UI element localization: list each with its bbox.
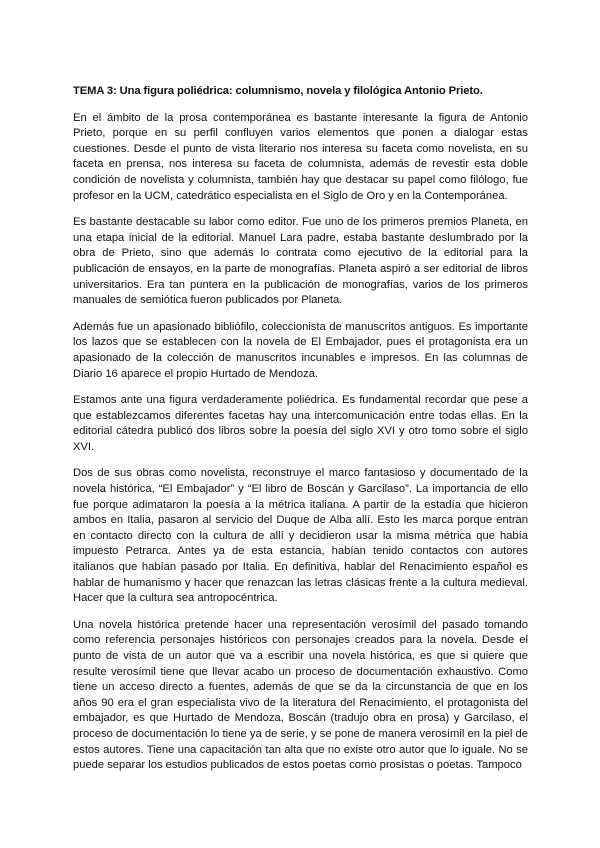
paragraph-bibliophile: Además fue un apasionado bibliófilo, coleccionista de manuscritos antiguos. Es importante los lazos que se establecen con la novela de El Embajador, pues el protagonista era un apasionado de la colección de manuscritos incunables e impresos. En las columnas de Diario 16 aparece el propio Hurtado de Mendoza. [73, 320, 528, 380]
document-title: TEMA 3: Una figura poliédrica: columnismo, novela y filológica Antonio Prieto. [73, 85, 483, 97]
paragraph-editor: Es bastante destacable su labor como editor. Fue uno de los primeros premios Planeta, en una etapa inicial de la editorial. Manuel Lara padre, estaba bastante deslumbrado por la obra de Prieto, sino que además lo contrata como ejecutivo de la editorial para la publicación de ensayos, en la parte de monografías. Planeta aspiró a ser editorial de libros universitarios. Era tan puntera en la publicación de monografías, varios de los primeros manuales de semiótica fueron publicados por Planeta. [73, 216, 528, 307]
paragraph-polyhedral: Estamos ante una figura verdaderamente poliédrica. Es fundamental recordar que pese a que establezcamos diferentes facetas hay una intercomunicación entre todas ellas. En la editorial cátedra publicó dos libros sobre la poesía del siglo XVI y otro tomo sobre el siglo XVI. [73, 394, 528, 453]
document-page [73, 84, 528, 785]
paragraph-novels: Dos de sus obras como novelista, reconstruye el marco fantasioso y documentado de la novela histórica, “El Embajador” y “El libro de Boscán y Garcilaso”. La importancia de ello fue porque adimataron la poesía a la métrica italiana. A partir de la estadía que hicieron ambos en Italia, pasaron al servicio del Duque de Alba allí. Esto les marca porque entran en contacto directo con la cultura de allí y decidieron usar la misma métrica que había impuesto Petrarca. Antes ya de esta estancia, habían tenido contactos con autores italianos que habían pasado por Italia. En definitiva, hablar del Renacimiento español es hablar de humanismo y hacer que renazcan las letras clásicas frente a la cultura medieval. Hacer que la cultura sea antropocéntrica. [73, 467, 528, 605]
paragraph-historical-novel: Una novela histórica pretende hacer una representación verosímil del pasado tomando como referencia personajes históricos con personajes creados para la novela. Desde el punto de vista de un autor que va a escribir una novela histórica, es que si quiere que resulte verosímil tiene que llevar acabo un proceso de documentación exhaustivo. Como tiene un acceso directo a fuentes, además de que se da la circunstancia de que en los años 90 era el gran especialista vivo de la literatura del Renacimiento, el protagonista del embajador, es que Hurtado de Mendoza, Boscán (tradujo obra en prosa) y Garcilaso, el proceso de documentación lo tiene ya de serie, y se pone de manera verosímil en la piel de estos autores. Tiene una capacitación tan alta que no existe otro autor que lo iguale. No se puede separar los estudios publicados de estos poetas como prosistas o poetas. Tampoco [73, 618, 528, 772]
paragraph-intro: En el ámbito de la prosa contemporánea es bastante interesante la figura de Antonio Prieto, porque en su perfil confluyen varios elementos que ponen a dialogar estas cuestiones. Desde el punto de vista literario nos interesa su faceta como novelista, en su faceta en prensa, nos interesa su faceta de columnista, además de revestir esta doble condición de novelista y columnista, también hay que destacar su papel como filólogo, fue profesor en la UCM, catedrático especialista en el Siglo de Oro y en la Contemporánea. [73, 111, 528, 202]
